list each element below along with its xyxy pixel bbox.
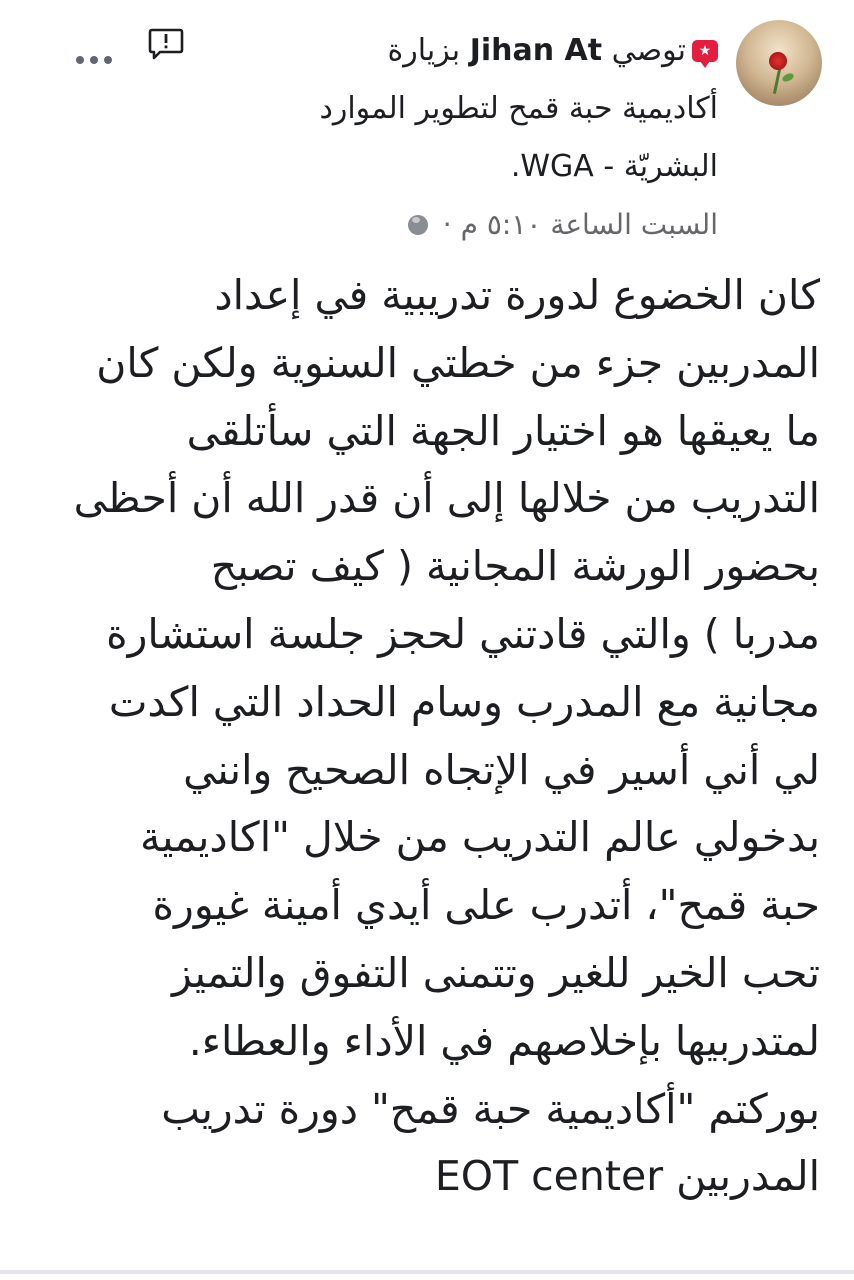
globe-icon[interactable] <box>408 215 428 235</box>
page-name-line1[interactable]: أكاديمية حبة قمح لتطوير الموارد <box>319 91 718 126</box>
author-name[interactable]: Jihan At <box>469 33 603 68</box>
post-line: المدربين EOT center <box>434 1152 820 1201</box>
meta-separator: · <box>442 208 452 241</box>
post-line: بدخولي عالم التدريب من خلال "اكاديمية <box>139 813 820 862</box>
post-line: مجانية مع المدرب وسام الحداد التي اكدت <box>108 677 820 726</box>
page-name-line2[interactable] <box>118 138 718 196</box>
post-line: حبة قمح"، أتدرب على أيدي أمينة غيورة <box>152 881 820 930</box>
post-line: تحب الخير للغير وتتمنى التفوق والتميز <box>171 948 820 997</box>
more-options-icon[interactable] <box>74 50 114 70</box>
post-meta <box>118 196 718 254</box>
avatar-leaf <box>781 72 795 83</box>
divider <box>0 1270 854 1274</box>
post-line: المدربين جزء من خطتي السنوية ولكن كان <box>96 338 820 387</box>
avatar[interactable] <box>736 20 822 106</box>
report-icon[interactable] <box>148 28 184 60</box>
post-line: كان الخضوع لدورة تدريبية في إعداد <box>214 271 820 319</box>
post-line: لي أني أسير في الإتجاه الصحيح وانني <box>183 745 820 794</box>
post-line: لمتدربيها بإخلاصهم في الأداء والعطاء. <box>188 1016 820 1065</box>
recommend-icon: ★ <box>692 40 718 62</box>
timestamp[interactable]: السبت الساعة ٥:١٠ م <box>460 208 718 241</box>
page-name-line2-text[interactable]: البشريّة - WGA. <box>510 149 718 184</box>
avatar-rose <box>769 52 787 70</box>
post-line: ما يعيقها هو اختيار الجهة التي سأتلقى <box>186 406 820 455</box>
post-line: التدريب من خلالها إلى أن قدر الله أن أحظى <box>73 474 820 523</box>
header-author-line <box>118 22 718 80</box>
recommends-label: توصي <box>611 33 686 68</box>
post-header <box>118 22 718 254</box>
post-line: بحضور الورشة المجانية ( كيف تصبح <box>210 542 820 591</box>
preposition: بزيارة <box>387 33 461 68</box>
post-line: مدربا ) والتي قادتني لحجز جلسة استشارة <box>106 609 820 658</box>
post-line: بوركتم "أكاديمية حبة قمح" دورة تدريب <box>161 1084 820 1133</box>
post-body <box>44 262 820 1211</box>
